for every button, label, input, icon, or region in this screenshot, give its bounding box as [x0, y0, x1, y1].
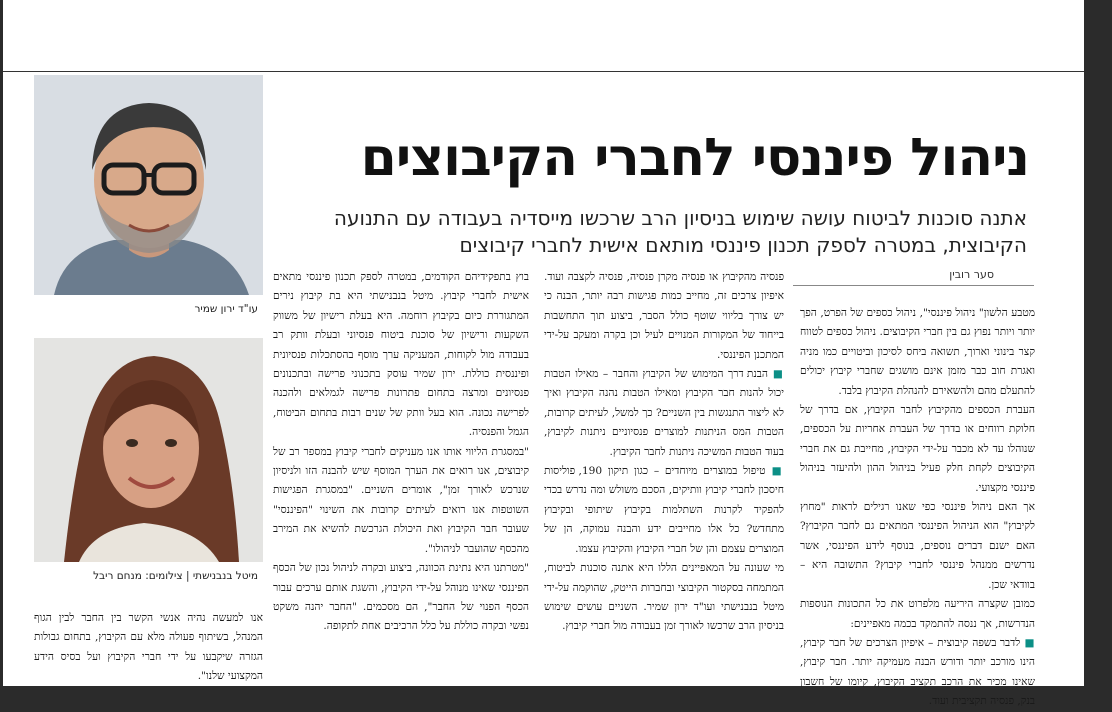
paragraph-text: לדבר בשפה קיבוצית – איפיון הצרכים של חבר קיבוץ, הינו מורכב יותר ודורש הבנה מעמיקה יותר. חבר קיבוץ, שאינו מכיר את הרכב תקציב הקיבוץ, קיומו של חשבון בנק, פנסיה תקציבית ועוד. — [800, 636, 1035, 708]
paragraph: מטבע הלשון" ניהול פיננסי", ניהול כספים של הפרט, הפך יותר ויותר נפוץ גם בין חברי הקיבוצים. ניהול כספים לטווח קצר בינוני וארוך, תשואה ביחס לסיכון וביטויים כמו מניה ואגרת חוב כבר מזמן אינם מושגים שחברי קיבוץ יכולים להתעלם מהם ולהשאירם להנהלת הקיבוץ בלבד. — [800, 307, 1035, 397]
magazine-page — [3, 0, 1084, 708]
article-column-4 — [34, 609, 263, 686]
paragraph: אך האם ניהול פיננסי כפי שאנו רגילים לראות "מחוץ לקיבוץ" הוא הניהול הפיננסי המתאים גם לחבר הקיבוץ? האם ישנם דברים נוספים, בנוסף לידע הפיננסי, אשר נדרשים ממנהל פיננסי לחברי קיבוץ? התשובה היא – בוודאי שכן. — [800, 501, 1035, 591]
paragraph: כמובן שקצרה היריעה מלפרוט את כל התכונות הנוספות הנדרשות, אך ננסה להתמקד בכמה מאפיינים: — [800, 598, 1035, 630]
paragraph-text: הבנת דרך המימוש של הקיבוץ והחבר – מאילו הטבות יכול להנות חבר הקיבוץ ומאילו הטבות נהנה הקיבוץ ואיך לא ליצור התנגשות בין השניים? כך למשל, לעיתים קרובות, הטבות המס הניתנות למוצרים פנסיוניים ניתנות לקיבוץ, בעוד הטבות המשיכה ניתנות לחבר הקיבוץ. — [544, 368, 784, 458]
article-subhead: אתנה סוכנות לביטוח עושה שימוש בניסיון הרב שרכשו מייסדיה בעבודה עם התנועה הקיבוצית, במטרה לספק תכנון פיננסי מותאם אישית לחברי קיבוצים — [333, 206, 1027, 257]
paragraph: פנסיה מהקיבוץ או פנסיה מקרן פנסיה, פנסיה לקצבה ועוד. איפיון צרכים זה, מחייב כמות פגישות רבה יותר, הבנה כי יש צורך בליווי שוטף כולל הסבר, ביצוע תוך התחשבות בייחוד של המקורות המנויים לעיל וכן בקרה ומעקב על-ידי המתכנן הפיננסי. — [544, 271, 784, 361]
byline-rule — [793, 285, 1034, 286]
paragraph — [544, 365, 784, 462]
portrait-photo-man — [34, 75, 263, 295]
paragraph-text: טיפול במוצרים מיוחדים – כגון תיקון 190, פוליסות חיסכון לחברי קיבוץ וותיקים, הסכם משולש ומה נדרש בכדי להפקיד לקרנות השתלמות בקיבוץ שיתופי ובקיבוץ מתחדש? כל אלו מחייבים ידע והבנה עמוקה, הן של המוצרים עצמם והן של חברי הקיבוץ והקיבוץ עצמו. — [544, 465, 784, 555]
article-column-2 — [544, 268, 784, 686]
article-headline: ניהול פיננסי לחברי הקיבוצים — [360, 128, 1029, 188]
photo2-caption: מיטל בנבנישתי | צילומים: מנחם ריבל — [93, 570, 258, 582]
article-column-3 — [273, 268, 529, 686]
page-gutter — [1084, 0, 1112, 686]
paragraph: בוץ בתפקידיהם הקודמים, במטרה לספק תכנון פיננסי מתאים אישית לחברי קיבוץ. מיטל בנבנישתי היא בת קיבוץ נירים המתגוררת כיום בקיבוץ רוחמה. היא בעלת רישיון של משווק השקעות ורישיון של סוכנת ביטוח פנסיוני ובעלת וותק רב בעבודה מול לקוחות, המעניקה ערך מוסף בהסתכלות פנסיונית ופיננסית כוללת. ירון שמיר עוסק בתכנוני פרישה ובתכנונים פנסיונים ומרצה בתחום פתרונות פרישה לגמלאים ולהכנה לפרישה נכונה. הוא בעל וותק של שנים רבות בתחום הביטוח, הגמל והפנסיה. — [273, 271, 529, 439]
photo1-caption: עו"ד ירון שמיר — [194, 303, 258, 315]
article-byline: סער רובין — [949, 268, 994, 281]
top-rule — [3, 71, 1084, 72]
portrait-man-illustration — [34, 75, 263, 295]
bullet-square-icon: ■ — [765, 465, 784, 478]
paragraph: מי שעונה על המאפיינים הללו היא אתנה סוכנות לביטוח, המתמחה בסקטור הקיבוצי ובחברות הייטק, שהוקמה על-ידי מיטל בנבנישתי ועו"ד ירון שמיר. השניים עושים שימוש בניסיון הרב שרכשו לאורך זמן בעבודה מול חברי קיבוץ. — [544, 562, 784, 633]
article-column-1 — [800, 304, 1035, 708]
bullet-square-icon: ■ — [768, 368, 784, 381]
paragraph: "במסגרת הליווי אותו אנו מעניקים לחברי קיבוץ במספר רב של קיבוצים, אנו רואים את הערך המוסף שיש להבנה הזו ולניסיון שנרכש לאורך זמן", אומרים השניים. "במסגרת הפגישות השוטפות אנו רואים לעיתים קרובות את השינוי "הפיננסי" שעובר חבר הקיבוץ ואת היכולת הגרכשת להשיא את המירב מהכסף שהועבר לניהולו". — [273, 445, 529, 555]
portrait-photo-woman — [34, 338, 263, 562]
paragraph — [544, 462, 784, 559]
paragraph: אנו למעשה נהיה אנשי הקשר בין החבר לבין הגוף המנהל, בשיתוף פעולה מלא עם הקיבוץ, בתחום גבולות הגזרה שיקבעו על ידי חברי הקיבוץ ועל בסיס הידע המקצועי שלנו". — [34, 612, 263, 683]
paragraph — [800, 634, 1035, 712]
bullet-square-icon: ■ — [1020, 636, 1035, 649]
paragraph: העברת הכספים מהקיבוץ לחבר הקיבוץ, אם בדרך של חלוקת רווחים או בדרך של העברת אחריות על הכספים, שנוהלו עד לא מכבר על-ידי הקיבוץ, מחייבת גם את חברי הקיבוצים לקחת חלק פעיל בניהול ההון ולהיעזר בניהול פיננסי מקצועי. — [800, 404, 1035, 494]
paragraph: "מטרתנו היא נתינת הכוונה, ביצוע ובקרה לניהול נכון של הכסף הפיננסי שאינו מנוהל על-ידי הקיבוץ, והשגת אותם ערכים עבור הכסף הפנוי של החבר", הם מסכמים. "החבר יהנה משקט נפשי ובקרה כוללת על כלל הרכיבים אחת לתקופה. — [273, 562, 529, 633]
portrait-woman-illustration — [34, 338, 263, 562]
